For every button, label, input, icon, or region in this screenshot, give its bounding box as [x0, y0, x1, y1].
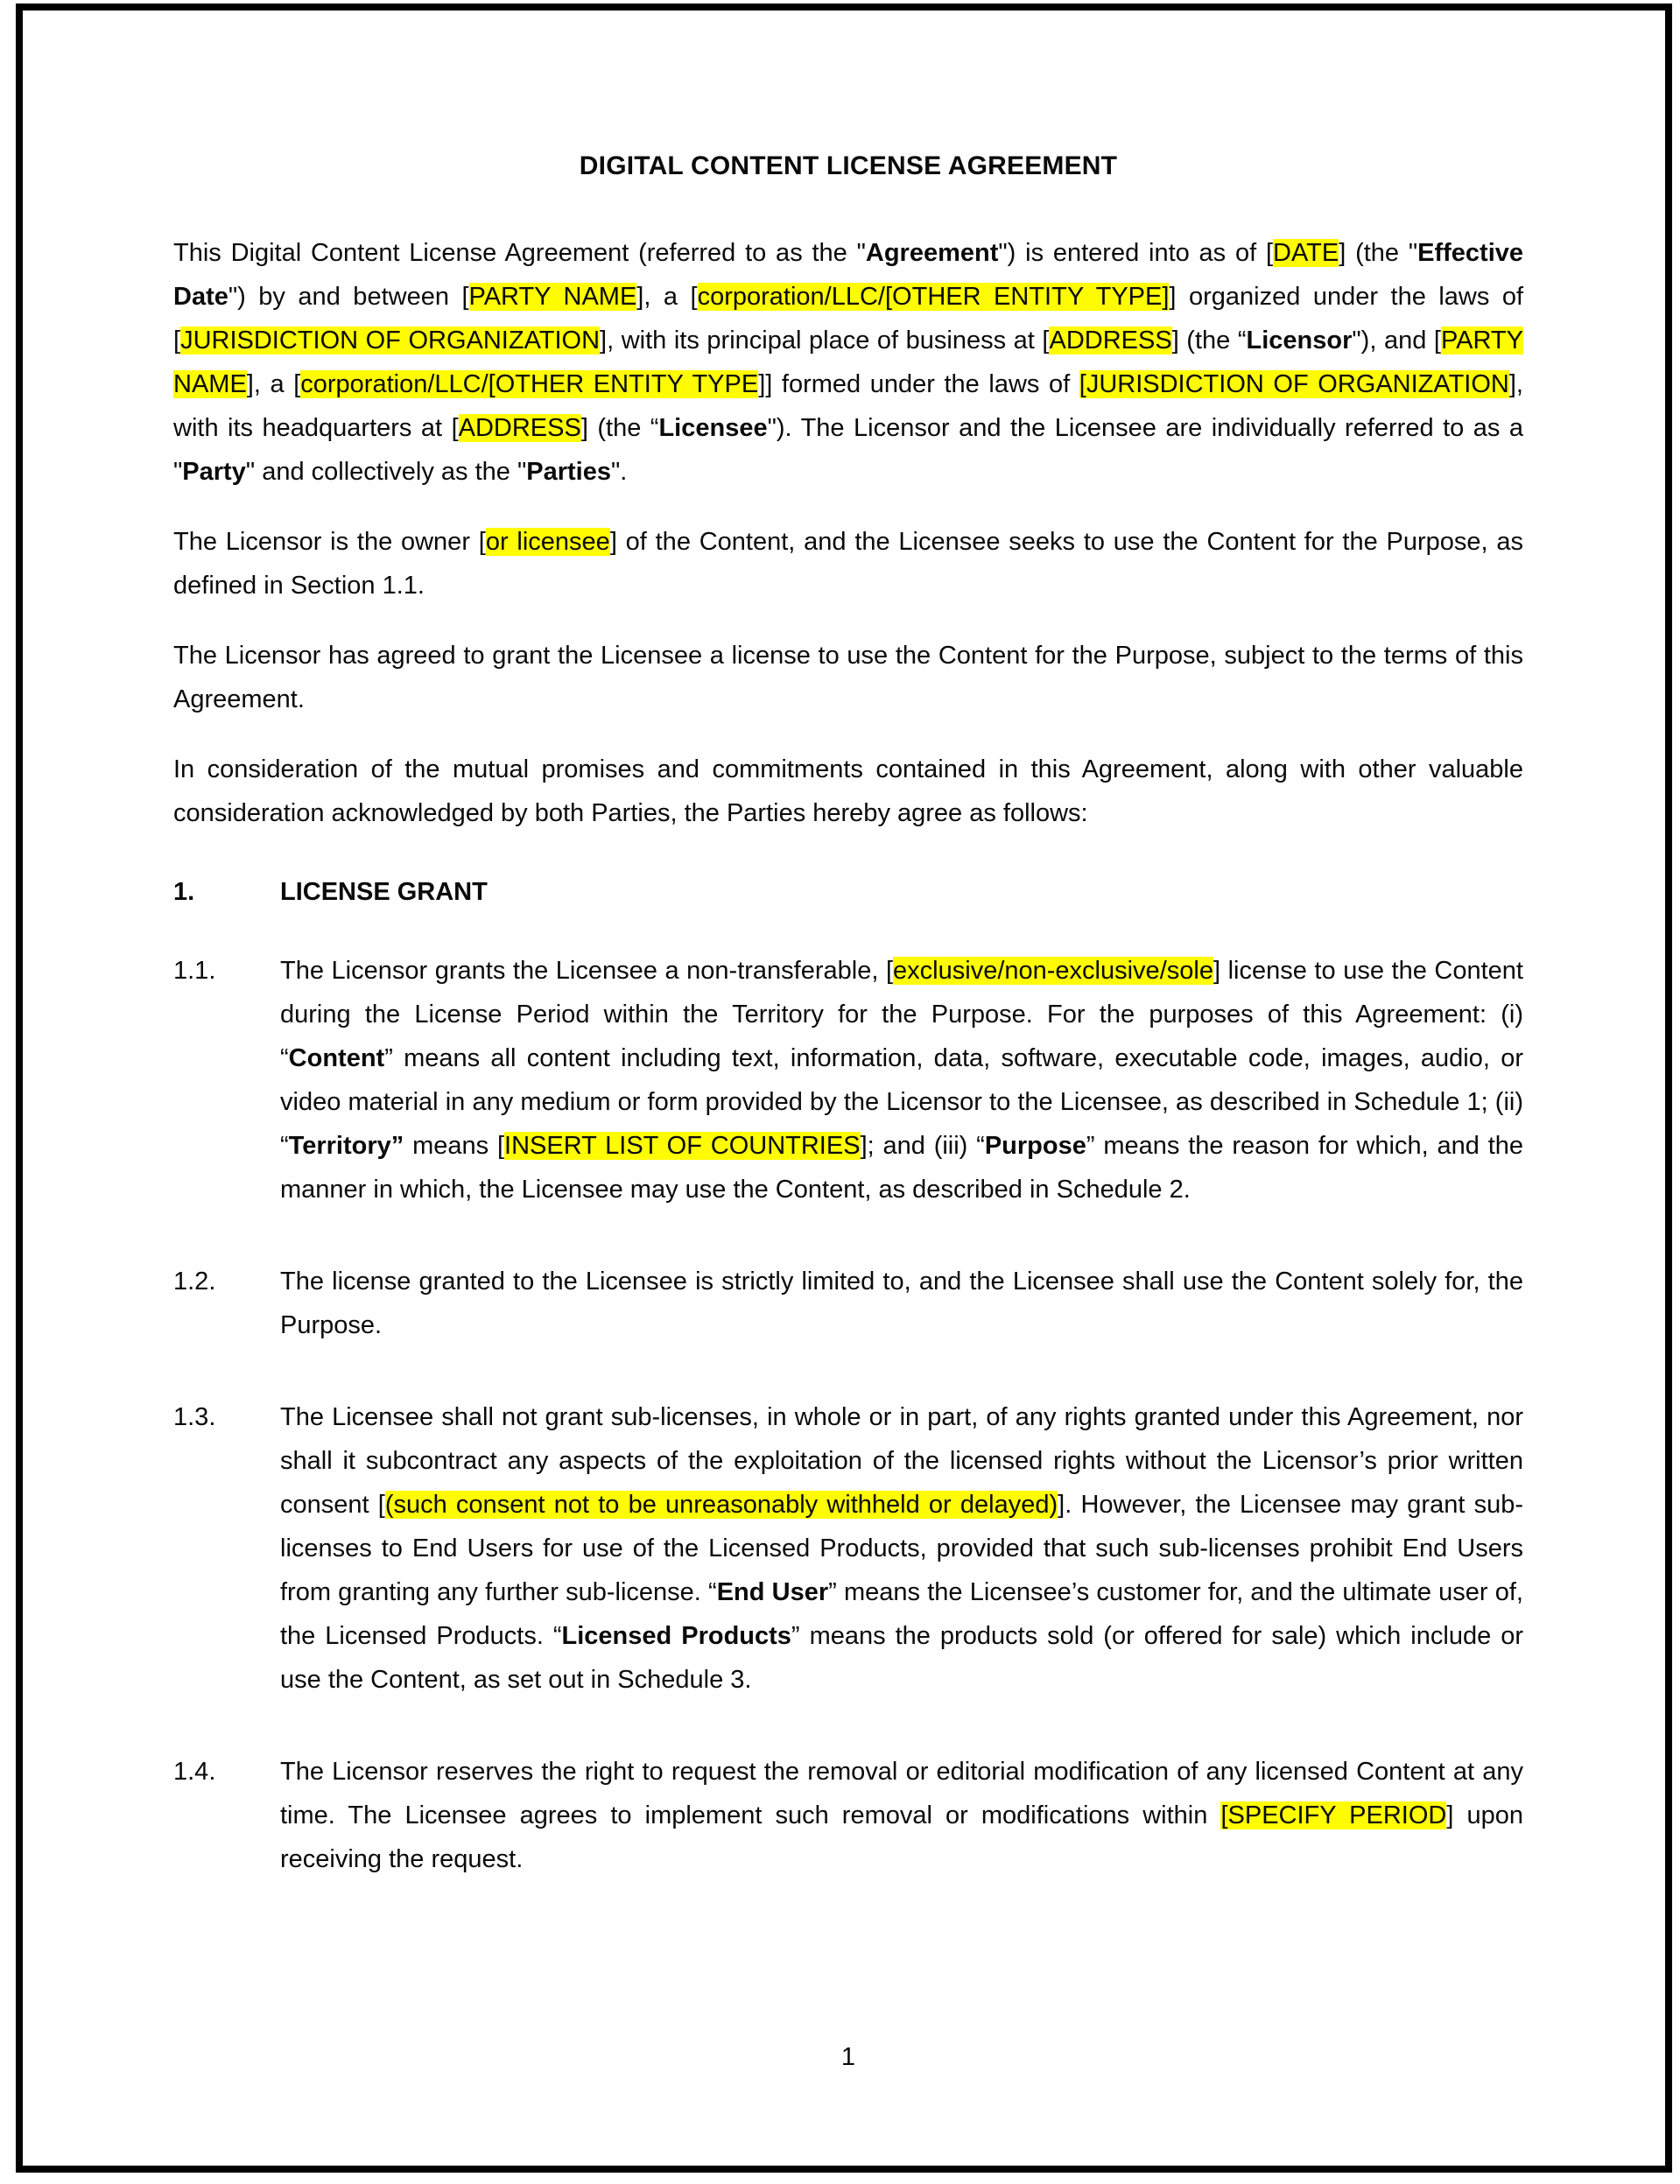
- page-number: 1: [840, 2043, 856, 2071]
- text-run: ], with its principal place of business at [: [600, 327, 1050, 355]
- highlighted-placeholder: or licensee: [485, 528, 610, 556]
- intro-paragraph-3: [173, 634, 1523, 721]
- text-run: Licensed Products: [561, 1622, 791, 1650]
- text-run: ".: [611, 458, 628, 486]
- document-content: [173, 147, 1523, 1881]
- clause-1-1-text: [280, 957, 1523, 1204]
- text-run: ] organized under the laws of [: [173, 283, 1524, 355]
- clause-1-2: [173, 1260, 1523, 1347]
- intro-paragraph-4: [173, 748, 1523, 835]
- text-run: The Licensor grants the Licensee a non-transferable, [: [280, 957, 894, 985]
- highlighted-placeholder: corporation/LLC/[OTHER ENTITY TYPE]: [697, 283, 1170, 311]
- highlighted-placeholder: ADDRESS: [458, 414, 581, 442]
- text-run: End User: [716, 1578, 829, 1606]
- clause-1-4-text: [280, 1758, 1523, 1873]
- text-run: Agreement: [865, 239, 999, 267]
- clause-1-2-number: 1.2.: [173, 1268, 216, 1296]
- text-run: ] license to use the Content during the License Period within the Territory for the Purpose. For the purposes of this Agreement: (i) “: [280, 957, 1523, 1072]
- text-run: ") by and between [: [228, 283, 469, 311]
- intro-paragraph-2: [173, 520, 1523, 607]
- highlighted-placeholder: PARTY NAME: [468, 283, 637, 311]
- highlighted-placeholder: exclusive/non-exclusive/sole: [893, 957, 1213, 985]
- highlighted-placeholder: [SPECIFY PERIOD: [1220, 1801, 1447, 1829]
- text-run: means [: [404, 1132, 505, 1160]
- text-run: ” means the Licensee’s customer for, and the ultimate user of, the Licensed Products. “: [280, 1578, 1523, 1650]
- text-run: ] of the Content, and the Licensee seeks to use the Content for the Purpose, as defined in Section 1.1.: [173, 528, 1524, 600]
- text-run: ], a [: [246, 370, 301, 398]
- highlighted-placeholder: INSERT LIST OF COUNTRIES: [504, 1132, 861, 1160]
- text-run: Parties: [526, 458, 611, 486]
- text-run: Effective Date: [173, 239, 1524, 311]
- highlighted-placeholder: DATE: [1273, 239, 1339, 267]
- text-run: The Licensee shall not grant sub-licenses, in whole or in part, of any rights granted under this Agreement, nor shall it subcontract any aspects of the exploitation of the licensed rights without the Licensor’s prior written consent [: [280, 1403, 1523, 1519]
- highlighted-placeholder: JURISDICTION OF ORGANIZATION: [180, 327, 601, 355]
- clause-1-4-number: 1.4.: [173, 1758, 216, 1786]
- text-run: ]. However, the Licensee may grant sub-licenses to End Users for use of the Licensed Products, provided that such sub-licenses prohibit End Users from granting any further sub-license. “: [280, 1491, 1523, 1606]
- clause-1-1: [173, 949, 1523, 1211]
- section-title: LICENSE GRANT: [280, 878, 488, 906]
- text-run: " and collectively as the ": [245, 458, 527, 486]
- text-run: ” means the products sold (or offered for sale) which include or use the Content, as set out in Schedule 3.: [280, 1622, 1523, 1694]
- text-run: In consideration of the mutual promises and commitments contained in this Agreement, along with other valuable consideration acknowledged by both Parties, the Parties hereby agree as follows:: [173, 755, 1523, 827]
- section-heading: [173, 870, 1523, 914]
- clause-1-3-text: [280, 1403, 1523, 1694]
- document-title: DIGITAL CONTENT LICENSE AGREEMENT: [579, 151, 1118, 180]
- text-run: The Licensor is the owner [: [173, 528, 486, 556]
- text-run: ” means all content including text, information, data, software, executable code, images, audio, or video material in any medium or form provided by the Licensor to the Licensee, as described in Schedule 1; (ii) “: [280, 1044, 1523, 1160]
- text-run: Licensee: [658, 414, 768, 442]
- text-run: The Licensor reserves the right to request the removal or editorial modification of any licensed Content at any time. The Licensee agrees to implement such removal or modifications within: [280, 1758, 1523, 1829]
- highlighted-placeholder: [JURISDICTION OF ORGANIZATION: [1079, 370, 1509, 398]
- text-run: "). The Licensor and the Licensee are individually referred to as a ": [173, 414, 1523, 486]
- clause-1-1-number: 1.1.: [173, 957, 216, 985]
- section-number: 1.: [173, 878, 195, 906]
- text-run: ] (the “: [1171, 327, 1247, 355]
- text-run: ], with its headquarters at [: [173, 370, 1523, 442]
- highlighted-placeholder: (such consent not to be unreasonably withheld or delayed): [384, 1491, 1058, 1519]
- highlighted-placeholder: PARTY NAME: [173, 327, 1523, 398]
- clause-1-3-number: 1.3.: [173, 1403, 216, 1431]
- text-run: ") is entered into as of [: [998, 239, 1274, 267]
- highlighted-placeholder: ADDRESS: [1049, 327, 1172, 355]
- clause-1-2-text: [280, 1268, 1523, 1339]
- intro-paragraph-1: [173, 231, 1523, 494]
- clause-1-3: [173, 1395, 1523, 1702]
- clause-1-4: [173, 1750, 1523, 1881]
- text-run: Licensor: [1246, 327, 1353, 355]
- highlighted-placeholder: corporation/LLC/[OTHER ENTITY TYPE: [300, 370, 759, 398]
- text-run: ] upon receiving the request.: [280, 1801, 1523, 1873]
- text-run: ” means the reason for which, and the manner in which, the Licensee may use the Content, as described in Schedule 2.: [280, 1132, 1524, 1204]
- text-run: Content: [288, 1044, 385, 1072]
- text-run: This Digital Content License Agreement (referred to as the ": [173, 239, 866, 267]
- text-run: ]; and (iii) “: [860, 1132, 985, 1160]
- text-run: ] (the “: [580, 414, 659, 442]
- text-run: "), and [: [1352, 327, 1441, 355]
- text-run: ] (the ": [1339, 239, 1418, 267]
- text-run: ]] formed under the laws of: [758, 370, 1079, 398]
- text-run: The license granted to the Licensee is strictly limited to, and the Licensee shall use the Content solely for, the Purpose.: [280, 1268, 1523, 1339]
- text-run: ], a [: [636, 283, 698, 311]
- text-run: The Licensor has agreed to grant the Licensee a license to use the Content for the Purpose, subject to the terms of this Agreement.: [173, 642, 1523, 713]
- text-run: Purpose: [984, 1132, 1086, 1160]
- text-run: Party: [182, 458, 246, 486]
- text-run: Territory”: [288, 1132, 404, 1160]
